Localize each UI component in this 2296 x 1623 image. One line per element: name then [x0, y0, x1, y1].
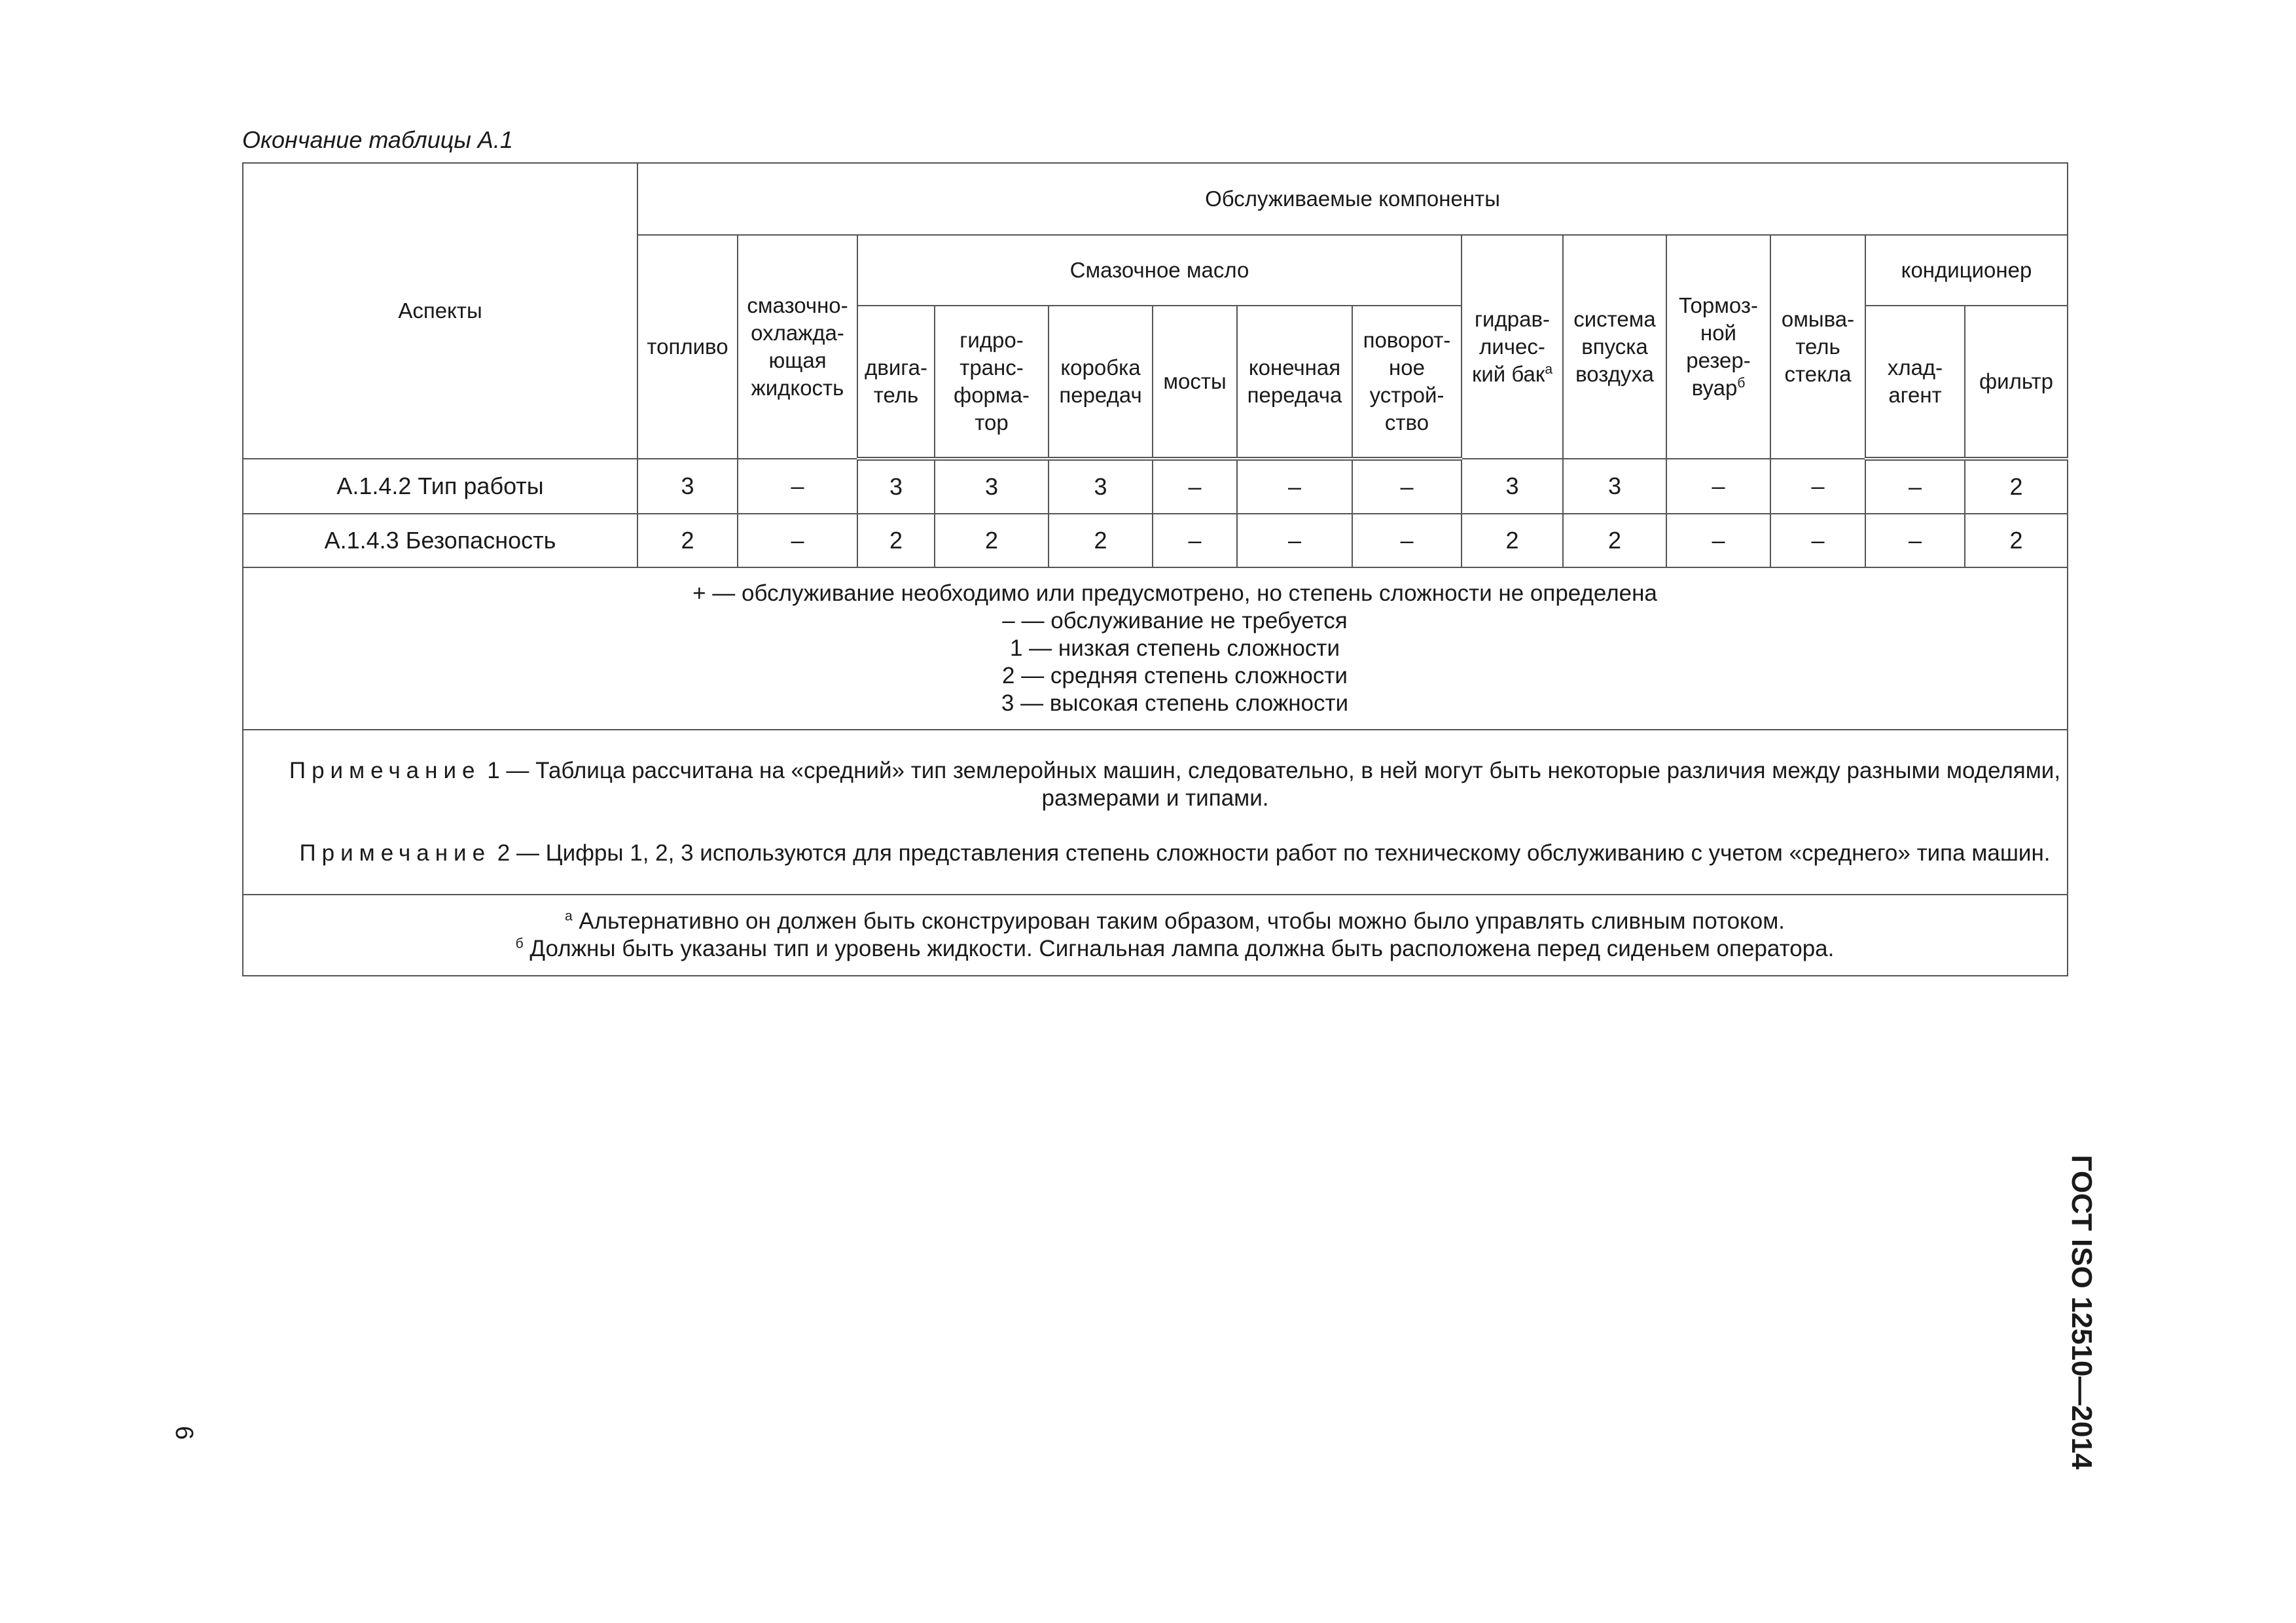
notes — [243, 730, 2068, 895]
header-final-drive — [1237, 306, 1352, 459]
footnote-mark-b: б — [1737, 376, 1746, 391]
footnote-mark: а — [564, 908, 573, 924]
header-aspects: Аспекты — [243, 163, 637, 459]
table-cell: 2 — [1965, 459, 2068, 514]
maintenance-table — [242, 162, 2068, 976]
header-engine — [857, 306, 935, 459]
notes-row — [243, 730, 2068, 895]
table-cell: 3 — [637, 459, 738, 514]
table-cell: – — [1865, 459, 1965, 514]
table-cell: 3 — [857, 459, 935, 514]
table-cell: 2 — [637, 514, 738, 567]
table-cell: 3 — [1563, 459, 1666, 514]
header-slewing-text: поворот- ное устрой- ство — [1363, 328, 1451, 435]
header-final-drive-text: конечная передача — [1247, 355, 1342, 407]
legend-item: 3 — высокая степень сложности — [1001, 690, 1349, 716]
footnote-a — [247, 908, 2063, 935]
header-hydraulic-tank — [1462, 235, 1563, 459]
note-label: Примечание — [299, 840, 492, 866]
header-torque-converter — [935, 306, 1049, 459]
header-washer — [1770, 235, 1865, 459]
table-cell: – — [1352, 459, 1462, 514]
table-cell: 3 — [935, 459, 1049, 514]
table-cell: – — [738, 514, 857, 567]
header-lube-oil-group: Смазочное масло — [857, 235, 1462, 306]
footnote-text: Альтернативно он должен быть сконструирован таким образом, чтобы можно было управлять сливным потоком. — [572, 908, 1785, 934]
table-cell: – — [1153, 459, 1237, 514]
footnote-text: Должны быть указаны тип и уровень жидкости. Сигнальная лампа должна быть расположена перед сиденьем оператора. — [523, 936, 1835, 961]
footnotes-row — [243, 895, 2068, 976]
header-gearbox — [1049, 306, 1153, 459]
header-torque-converter-text: гидро- транс- форма- тор — [954, 328, 1030, 435]
header-washer-text: омыва- тель стекла — [1781, 307, 1855, 386]
header-fuel: топливо — [637, 235, 738, 459]
page-number: 6 — [170, 1425, 198, 1440]
note-1 — [247, 757, 2063, 812]
table-cell: 2 — [1965, 514, 2068, 567]
header-air-intake — [1563, 235, 1666, 459]
table-cell: 3 — [1462, 459, 1563, 514]
row-aspect: А.1.4.2 Тип работы — [243, 459, 637, 514]
table-cell: – — [1666, 514, 1770, 567]
table-cell: 2 — [1462, 514, 1563, 567]
table-cell: – — [1237, 514, 1352, 567]
footnotes — [243, 895, 2068, 976]
table-cell: – — [1666, 459, 1770, 514]
table-row — [243, 514, 2068, 567]
table-cell: – — [1352, 514, 1462, 567]
footnote-mark-a: а — [1545, 362, 1553, 377]
table-row — [243, 459, 2068, 514]
table-cell: – — [1770, 514, 1865, 567]
note-text: 1 — Таблица рассчитана на «средний» тип землеройных машин, следовательно, в ней могут быть некоторые различия между разными моделями, размерами и типами. — [480, 758, 2061, 811]
legend — [243, 567, 2068, 730]
table-cell: – — [1153, 514, 1237, 567]
header-slewing — [1352, 306, 1462, 459]
table-cell: – — [1770, 459, 1865, 514]
header-axles: мосты — [1153, 306, 1237, 459]
header-refrigerant — [1865, 306, 1965, 459]
legend-item: + — обслуживание необходимо или предусмотрено, но степень сложности не определена — [692, 580, 1657, 606]
table-cell: – — [1237, 459, 1352, 514]
header-served-components: Обслуживаемые компоненты — [637, 163, 2068, 235]
legend-row — [243, 567, 2068, 730]
header-refrigerant-text: хлад- агент — [1887, 355, 1943, 407]
table-cell: 2 — [935, 514, 1049, 567]
document-title: ГОСТ ISO 12510—2014 — [2066, 1154, 2098, 1470]
footnote-mark: б — [515, 936, 524, 952]
note-2 — [247, 840, 2063, 867]
table-cell: 2 — [1563, 514, 1666, 567]
header-filter: фильтр — [1965, 306, 2068, 459]
header-coolant — [738, 235, 857, 459]
note-text: 2 — Цифры 1, 2, 3 используются для представления степень сложности работ по техническому обслуживанию с учетом «среднего» типа машин. — [491, 840, 2051, 866]
table-cell: 2 — [857, 514, 935, 567]
table-cell: 3 — [1049, 459, 1153, 514]
note-label: Примечание — [289, 758, 481, 783]
table-caption: Окончание таблицы А.1 — [242, 126, 513, 153]
header-coolant-text: смазочно- охлажда- ющая жидкость — [747, 293, 848, 400]
table-cell: – — [738, 459, 857, 514]
row-aspect: А.1.4.3 Безопасность — [243, 514, 637, 567]
header-hydraulic-tank-text: гидрав- личес- кий бак — [1471, 307, 1550, 386]
legend-item: 1 — низкая степень сложности — [1009, 635, 1340, 661]
table-cell: 2 — [1049, 514, 1153, 567]
header-brake-reservoir — [1666, 235, 1770, 459]
header-engine-text: двига- тель — [865, 355, 927, 407]
footnote-b — [247, 935, 2063, 963]
header-brake-reservoir-text: Тормоз- ной резер- вуар — [1678, 293, 1759, 400]
legend-item: 2 — средняя степень сложности — [1002, 663, 1348, 688]
table-cell: – — [1865, 514, 1965, 567]
legend-item: – — обслуживание не требуется — [1002, 608, 1348, 633]
header-air-intake-text: система впуска воздуха — [1573, 307, 1656, 386]
header-gearbox-text: коробка передач — [1059, 355, 1142, 407]
header-ac-group: кондиционер — [1865, 235, 2068, 306]
